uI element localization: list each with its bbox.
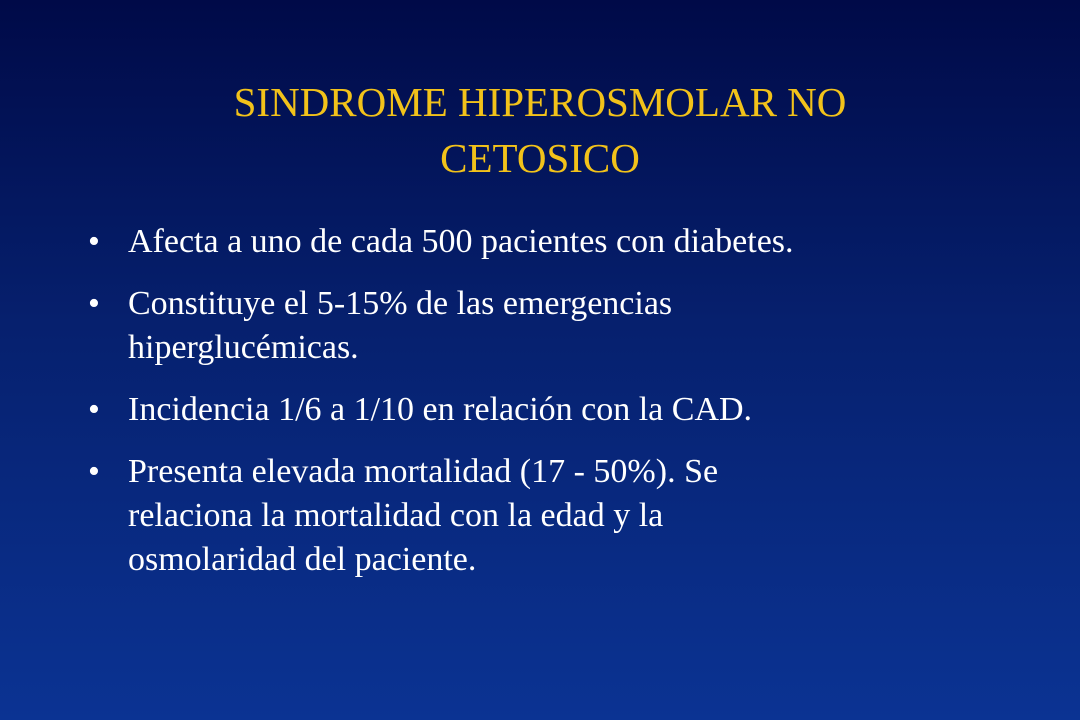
bullet-4-line-3: osmolaridad del paciente. bbox=[128, 541, 477, 578]
bullet-item-1 bbox=[0, 220, 1080, 264]
title-line-1: SINDROME HIPEROSMOLAR NO bbox=[233, 79, 847, 125]
bullet-icon: • bbox=[88, 285, 100, 322]
bullet-2-line-1: Constituye el 5-15% de las emergencias bbox=[128, 285, 673, 322]
title-line-2: CETOSICO bbox=[440, 135, 640, 181]
bullet-icon: • bbox=[88, 391, 100, 428]
bullet-item-3 bbox=[0, 388, 1080, 432]
bullet-item-2 bbox=[0, 282, 1080, 370]
bullet-item-4 bbox=[0, 450, 1080, 582]
slide-title bbox=[90, 74, 990, 186]
bullet-3-line-1: Incidencia 1/6 a 1/10 en relación con la CAD. bbox=[128, 391, 753, 428]
bullet-icon: • bbox=[88, 453, 100, 490]
bullet-1-line-1: Afecta a uno de cada 500 pacientes con diabetes. bbox=[128, 223, 794, 260]
bullet-4-line-2: relaciona la mortalidad con la edad y la bbox=[128, 497, 664, 534]
bullet-icon: • bbox=[88, 223, 100, 260]
bullet-list bbox=[0, 220, 1080, 600]
bullet-2-line-2: hiperglucémicas. bbox=[128, 329, 359, 366]
bullet-4-line-1: Presenta elevada mortalidad (17 - 50%). Se bbox=[128, 453, 719, 490]
